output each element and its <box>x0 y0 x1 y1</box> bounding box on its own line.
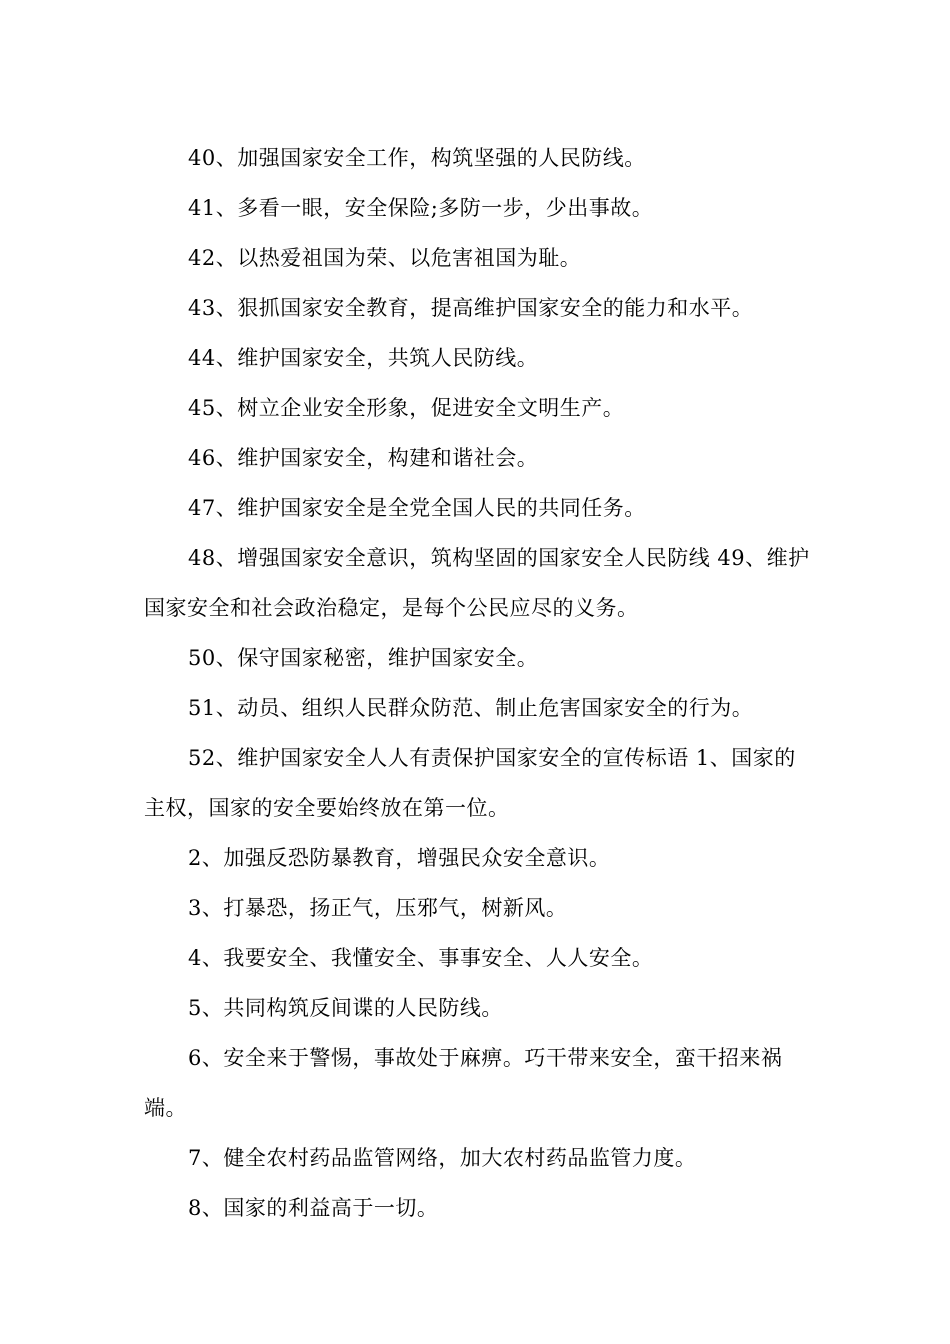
paragraph: 46、维护国家安全，构建和谐社会。 <box>188 446 539 470</box>
paragraph: 47、维护国家安全是全党全国人民的共同任务。 <box>188 496 646 520</box>
paragraph: 5、共同构筑反间谍的人民防线。 <box>188 996 503 1020</box>
paragraph: 42、以热爱祖国为荣、以危害祖国为耻。 <box>188 246 582 270</box>
paragraph: 7、健全农村药品监管网络，加大农村药品监管力度。 <box>188 1146 697 1170</box>
document-body <box>144 133 812 1233</box>
paragraph: 3、打暴恐，扬正气，压邪气，树新风。 <box>188 896 568 920</box>
paragraph: 43、狠抓国家安全教育，提高维护国家安全的能力和水平。 <box>188 296 754 320</box>
paragraph: 50、保守国家秘密，维护国家安全。 <box>188 646 539 670</box>
paragraph: 41、多看一眼，安全保险;多防一步，少出事故。 <box>188 196 654 220</box>
paragraph: 51、动员、组织人民群众防范、制止危害国家安全的行为。 <box>188 696 754 720</box>
paragraph: 40、加强国家安全工作，构筑坚强的人民防线。 <box>188 146 646 170</box>
paragraph: 52、维护国家安全人人有责保护国家安全的宣传标语 1、国家的主权，国家的安全要始终放在第一位。 <box>144 746 796 820</box>
paragraph: 8、国家的利益高于一切。 <box>188 1196 439 1220</box>
paragraph: 2、加强反恐防暴教育，增强民众安全意识。 <box>188 846 611 870</box>
paragraph: 44、维护国家安全，共筑人民防线。 <box>188 346 539 370</box>
paragraph: 4、我要安全、我懂安全、事事安全、人人安全。 <box>188 946 654 970</box>
paragraph: 45、树立企业安全形象，促进安全文明生产。 <box>188 396 625 420</box>
paragraph: 48、增强国家安全意识，筑构坚固的国家安全人民防线 49、维护国家安全和社会政治稳定，是每个公民应尽的义务。 <box>144 546 810 620</box>
paragraph: 6、安全来于警惕，事故处于麻痹。巧干带来安全，蛮干招来祸端。 <box>144 1046 783 1120</box>
